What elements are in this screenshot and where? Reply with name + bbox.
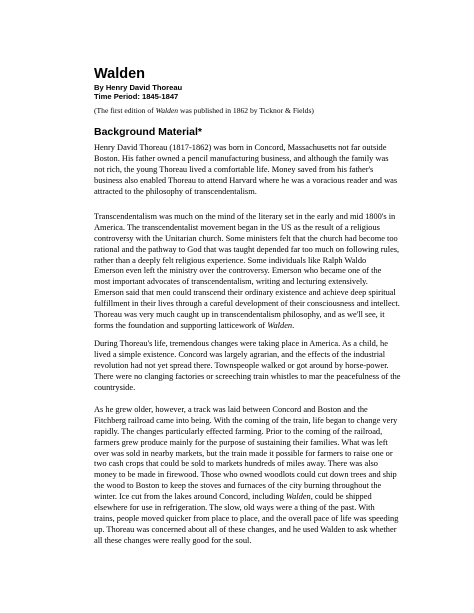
text-line [94,339,401,350]
italic-title-text: Walden [267,320,293,330]
text-segment: Emerson even left the ministry over the controversy. Emerson who became one of the [94,266,382,276]
paragraph-3 [94,339,401,393]
text-segment: most important advocates of transcendentalism, writing and lecturing extensively. [94,277,368,287]
text-line [94,525,398,536]
text-line [94,470,398,481]
text-segment: America. The transcendentalist movement began in the US as the result of a religious [94,222,380,232]
text-line [94,514,398,525]
text-line [94,256,400,267]
italic-title-text: Walden [285,492,311,502]
time-period-line: Time Period: 1845-1847 [94,92,179,101]
text-segment: revolution had not yet spread there. Townspeople walked or got around by horse-power. [94,360,389,370]
edition-note-prefix: (The first edition of [94,106,156,115]
text-line [94,212,400,223]
text-line [94,416,398,427]
text-line [94,223,400,234]
text-segment: rapidly. The changes particularly effected farming. Prior to the coming of the railroad, [94,426,383,436]
text-line [94,154,397,165]
text-line [94,350,401,361]
text-line [94,245,400,256]
text-segment: Boston. His father owned a pencil manufacturing business, and although the family was [94,153,389,163]
edition-note-work-title: Walden [155,106,179,115]
text-segment: Transcendentalism was much on the mind of the literary set in the early and mid 1800's in [94,212,396,221]
text-segment: During Thoreau's life, tremendous changes were taking place in America. As a child, he [94,339,388,348]
text-line [94,492,398,503]
text-line [94,299,400,310]
text-segment: Thoreau was very much caught up in transcendentalism philosophy, and as we'll see, it [94,310,385,320]
text-line [94,310,400,321]
text-line [94,165,397,176]
paragraph-4 [94,405,398,547]
text-segment: Fitchberg railroad came into being. With the coming of the train, life began to change very [94,415,398,425]
document-title: Walden [94,66,146,82]
text-line [94,187,397,198]
text-segment: over was sold in nearby markets, but the train made it possible for farmers to raise one or [94,448,393,458]
text-segment: winter. Ice cut from the lakes around Concord, including [94,492,286,502]
text-segment: up. Thoreau was concerned about all of these changes, and he used Walden to ask whether [94,524,397,534]
text-segment: . [292,320,295,330]
text-segment: countryside. [94,382,136,392]
text-line [94,481,398,492]
paragraph-1 [94,143,397,197]
edition-note [94,106,314,115]
text-segment: rational and the pathway to God that was taught depended far too much on following rules, [94,244,400,254]
text-line [94,277,400,288]
text-segment: controversy with the Unitarian church. Some ministers felt that the church had become too [94,233,398,243]
text-segment: attracted to the philosophy of transcendentalism. [94,186,257,196]
text-segment: forms the foundation and supporting latticework of [94,320,268,330]
text-segment: money to be made in firewood. Those who owned woodlots could cut down trees and ship [94,470,397,480]
text-segment: There were no clanging factories or screeching train whistles to mar the peacefulness of the [94,371,401,381]
text-line [94,383,401,394]
text-line [94,372,401,383]
text-line [94,405,398,416]
text-line [94,427,398,438]
text-segment: lived a simple existence. Concord was largely agrarian, and the effects of the industrial [94,349,386,359]
author-line: By Henry David Thoreau [94,83,183,92]
text-line [94,459,398,470]
text-line [94,143,397,154]
text-segment: farmers grew produce mainly for the purpose of sustaining their families. What was left [94,437,388,447]
text-segment: trains, people moved quicker from place to place, and the overall pace of life was speeding [94,513,399,523]
text-line [94,536,398,547]
text-segment: all these changes were really good for the soul. [94,535,252,545]
text-segment: two cash crops that could be sold to markets hundreds of miles away. There was also [94,459,378,469]
text-line [94,449,398,460]
text-line [94,438,398,449]
text-segment: the wood to Boston to keep the stoves and furnaces of the city burning throughout the [94,481,382,491]
text-line [94,361,401,372]
text-line [94,176,397,187]
text-segment: Emerson said that men could transcend their ordinary existence and achieve deep spiritual [94,288,396,298]
text-segment: , could be shipped [310,492,372,502]
text-segment: elsewhere for use in refrigeration. The slow, old ways were a thing of the past. With [94,503,375,513]
paragraph-2 [94,212,400,332]
text-line [94,266,400,277]
section-heading: Background Material* [94,126,202,138]
edition-note-suffix: was published in 1862 by Ticknor & Fields) [178,106,314,115]
text-segment: fulfillment in their lives through a careful development of their consciousness and intellect. [94,299,400,309]
text-line [94,288,400,299]
text-segment: not rich, the young Thoreau lived a comfortable life. Money saved from his father's [94,164,374,174]
text-line [94,321,400,332]
text-segment: As he grew older, however, a track was laid between Concord and Boston and the [94,405,368,414]
text-segment: business also enabled Thoreau to attend Harvard where he was a voracious reader and was [94,175,398,185]
text-segment: Henry David Thoreau (1817-1862) was born in Concord, Massachusetts not far outside [94,143,387,152]
text-segment: rather than a deeply felt religious experience. Some individuals like Ralph Waldo [94,255,367,265]
text-line [94,503,398,514]
text-line [94,234,400,245]
